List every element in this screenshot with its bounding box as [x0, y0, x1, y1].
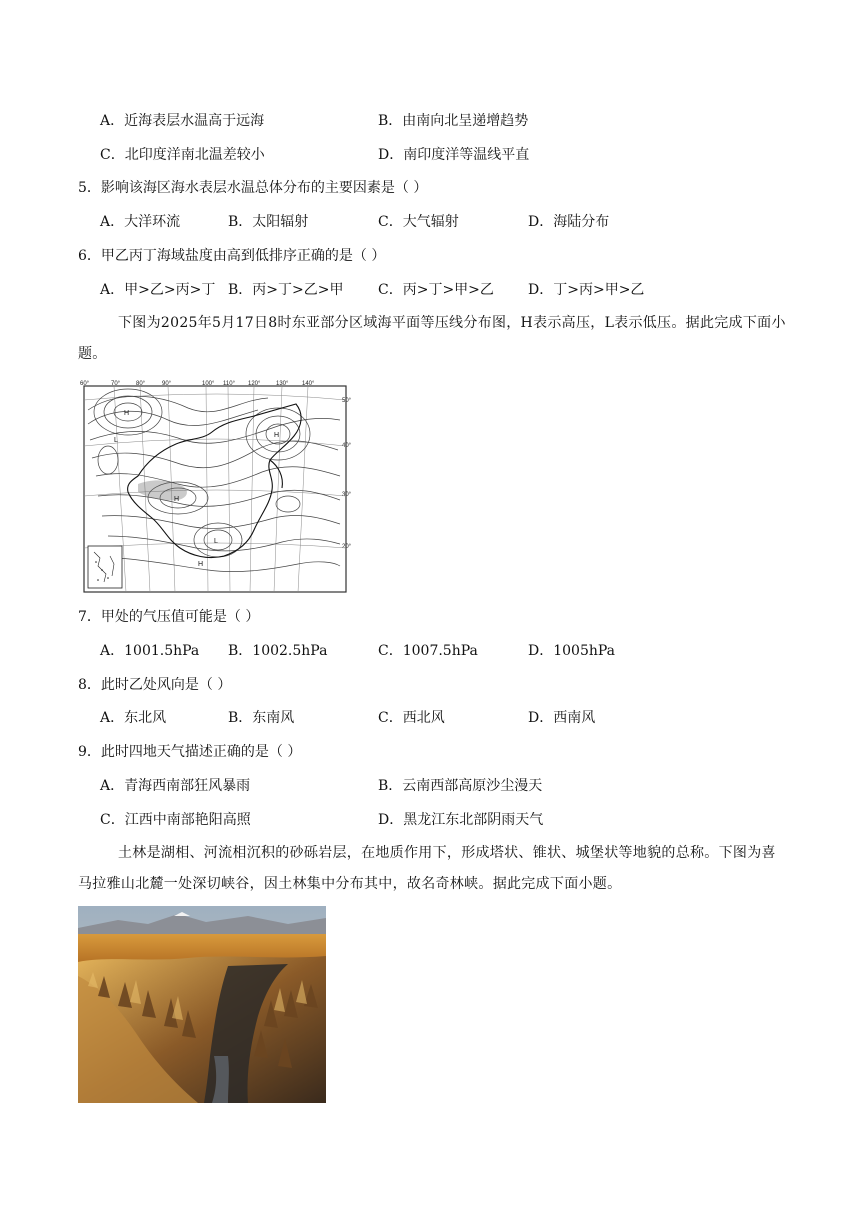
south-sea-inset [88, 546, 122, 588]
lat-label: 30° [342, 492, 352, 498]
lon-label: 60° [80, 381, 90, 387]
q5-option-a: A．大洋环流 [100, 214, 181, 230]
lon-label: 130° [276, 381, 289, 387]
isobar-map-figure [78, 380, 356, 598]
lat-label: 40° [342, 443, 352, 449]
lat-label: 20° [342, 544, 352, 550]
q4-option-d: D．南印度洋等温线平直 [378, 147, 530, 163]
q5-option-b: B．太阳辐射 [228, 214, 309, 230]
q8-option-c: C．西北风 [378, 710, 445, 726]
q7-option-b: B．1002.5hPa [228, 643, 328, 659]
q8-option-a: A．东北风 [100, 710, 167, 726]
q4-option-a: A．近海表层水温高于远海 [100, 113, 265, 129]
lon-label: 110° [223, 381, 235, 387]
q4-option-b: B．由南向北呈递增趋势 [378, 113, 529, 129]
q4-option-c: C．北印度洋南北温差较小 [100, 147, 265, 163]
q9-stem: 9．此时四地天气描述正确的是（ ） [78, 744, 302, 760]
pressure-centre: H [124, 410, 130, 417]
q8-option-d: D．西南风 [528, 710, 596, 726]
q7-option-d: D．1005hPa [528, 643, 616, 659]
q6-stem: 6．甲乙丙丁海域盐度由高到低排序正确的是（ ） [78, 248, 386, 264]
intro-paragraph-earth-forest: 土林是湖相、河流相沉积的砂砾岩层，在地质作用下，形成塔状、锥状、城堡状等地貌的总称。下图为喜马拉雅山北麓一处深切峡谷，因土林集中分布其中，故名奇林峡。据此完成下面小题。 [78, 845, 776, 892]
q6-option-c: C．丙>丁>甲>乙 [378, 282, 494, 298]
lon-label: 70° [111, 381, 121, 387]
lon-label: 100° [202, 381, 215, 387]
q7-option-a: A．1001.5hPa [100, 643, 200, 659]
pressure-centre: H [274, 432, 280, 439]
lon-label: 140° [302, 381, 315, 387]
lat-label: 50° [342, 398, 352, 404]
isobar-map [78, 380, 356, 598]
intro-paragraph-pressure-map: 下图为2025年5月17日8时东亚部分区域海平面等压线分布图，H表示高压，L表示低压。据此完成下面小题。 [78, 315, 786, 362]
canyon-photo-image [78, 906, 326, 1103]
pressure-centre: L [214, 538, 218, 545]
q9-option-c: C．江西中南部艳阳高照 [100, 812, 251, 828]
q6-option-b: B．丙>丁>乙>甲 [228, 282, 344, 298]
q6-option-d: D．丁>丙>甲>乙 [528, 282, 645, 298]
pressure-centre: L [114, 437, 118, 444]
q9-option-b: B．云南西部高原沙尘漫天 [378, 778, 543, 794]
q7-option-c: C．1007.5hPa [378, 643, 478, 659]
lon-label: 80° [136, 381, 146, 387]
q8-stem: 8．此时乙处风向是（ ） [78, 677, 232, 693]
pressure-centre: H [174, 496, 180, 503]
q5-option-c: C．大气辐射 [378, 214, 459, 230]
q7-stem: 7．甲处的气压值可能是（ ） [78, 609, 260, 625]
q9-option-a: A．青海西南部狂风暴雨 [100, 778, 251, 794]
q6-option-a: A．甲>乙>丙>丁 [100, 282, 216, 298]
q5-option-d: D．海陆分布 [528, 214, 610, 230]
lon-label: 120° [248, 381, 261, 387]
pressure-centre: H [198, 561, 204, 568]
q5-stem: 5．影响该海区海水表层水温总体分布的主要因素是（ ） [78, 180, 428, 196]
lon-label: 90° [162, 381, 172, 387]
q8-option-b: B．东南风 [228, 710, 295, 726]
canyon-photo [78, 906, 326, 1103]
q9-option-d: D．黑龙江东北部阴雨天气 [378, 812, 544, 828]
